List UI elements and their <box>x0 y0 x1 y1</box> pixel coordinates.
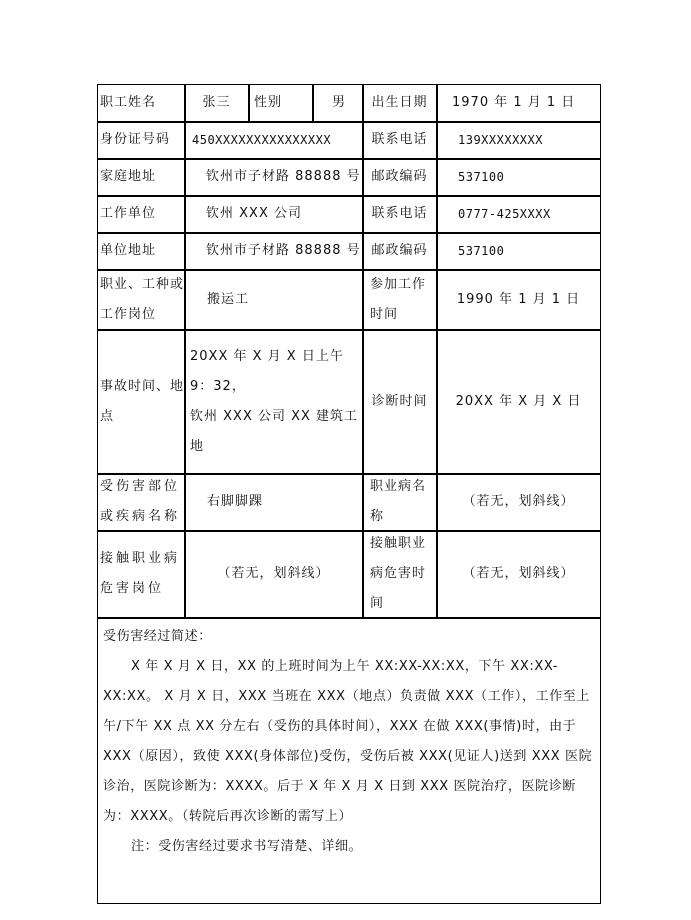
occupation-label: 职业、工种或工作岗位 <box>100 276 185 322</box>
narrative-title: 受伤害经过简述： <box>103 629 212 644</box>
col-divider <box>248 84 250 121</box>
employer-address-label: 单位地址 <box>100 243 157 258</box>
employer-phone-value[interactable]: 0777-425XXXX <box>458 207 551 221</box>
name-value[interactable]: 张三 <box>202 95 231 110</box>
birth-value[interactable]: 1970 年 1 月 1 日 <box>452 95 576 110</box>
accident-value[interactable] <box>190 330 362 473</box>
gender-label: 性别 <box>254 95 283 110</box>
employer-address-value[interactable]: 钦州市子材路 88888 号 <box>206 243 361 258</box>
injury-part-label: 受伤害部位或疾病名称 <box>100 479 181 524</box>
birth-label: 出生日期 <box>371 95 428 110</box>
gender-value[interactable]: 男 <box>331 95 346 110</box>
accident-label: 事故时间、地点 <box>100 378 185 424</box>
exposure-time-label: 接触职业病危害时间 <box>370 536 427 611</box>
occ-disease-value[interactable]: （若无，划斜线） <box>462 494 575 509</box>
employer-phone-label: 联系电话 <box>371 206 428 221</box>
injury-narrative[interactable] <box>103 622 595 862</box>
accident-value-line1: 20XX 年 X 月 X 日上午 9：32， <box>190 348 344 394</box>
phone-label: 联系电话 <box>371 132 428 147</box>
injury-part-value[interactable]: 右脚脚踝 <box>207 494 264 509</box>
home-address-value[interactable]: 钦州市子材路 88888 号 <box>206 169 361 184</box>
diagnosis-time-label: 诊断时间 <box>371 393 428 409</box>
occ-disease-label: 职业病名称 <box>370 479 427 524</box>
row-divider <box>97 617 601 619</box>
home-postcode-value[interactable]: 537100 <box>458 170 505 184</box>
employer-postcode-label: 邮政编码 <box>371 243 428 258</box>
narrative-note: 注：受伤害经过要求书写清楚、详细。 <box>131 839 363 854</box>
accident-value-line2: 钦州 XXX 公司 XX 建筑工地 <box>190 408 359 454</box>
work-start-value[interactable]: 1990 年 1 月 1 日 <box>456 291 581 307</box>
employer-value[interactable]: 钦州 XXX 公司 <box>206 206 302 221</box>
id-label: 身份证号码 <box>100 132 171 147</box>
phone-value[interactable]: 139XXXXXXXX <box>458 133 543 147</box>
diagnosis-time-value[interactable]: 20XX 年 X 月 X 日 <box>455 393 582 409</box>
narrative-body: X 年 X 月 X 日，XX 的上班时间为上午 XX:XX-XX:XX，下午 XX:XX-XX:XX。 X 月 X 日，XXX 当班在 XXX（地点）负责做 XXX（工作），工作至上午/下午 XX 点 XX 分左右（受伤的具体时间），XXX 在做 XXX(事情)时，由于 XXX（原因），致使 XXX(身体部位)受伤，受伤后被 XXX(见证人)送到 XXX 医院诊治，医院诊断为：XXXX。后于 X 年 X 月 X 日到 XXX 医院治疗，医院诊断为：XXXX。（转院后再次诊断的需写上） <box>103 659 593 824</box>
id-value[interactable]: 450XXXXXXXXXXXXXXX <box>192 133 332 147</box>
name-label: 职工姓名 <box>100 95 157 110</box>
exposure-time-value[interactable]: （若无，划斜线） <box>462 566 575 581</box>
work-start-label: 参加工作时间 <box>370 276 427 322</box>
employer-postcode-value[interactable]: 537100 <box>458 244 505 258</box>
exposure-post-label: 接触职业病危害岗位 <box>100 551 181 596</box>
home-postcode-label: 邮政编码 <box>371 169 428 184</box>
occupation-value[interactable]: 搬运工 <box>207 291 250 307</box>
home-address-label: 家庭地址 <box>100 169 157 184</box>
exposure-post-value[interactable]: （若无，划斜线） <box>217 566 330 581</box>
employer-label: 工作单位 <box>100 206 157 221</box>
